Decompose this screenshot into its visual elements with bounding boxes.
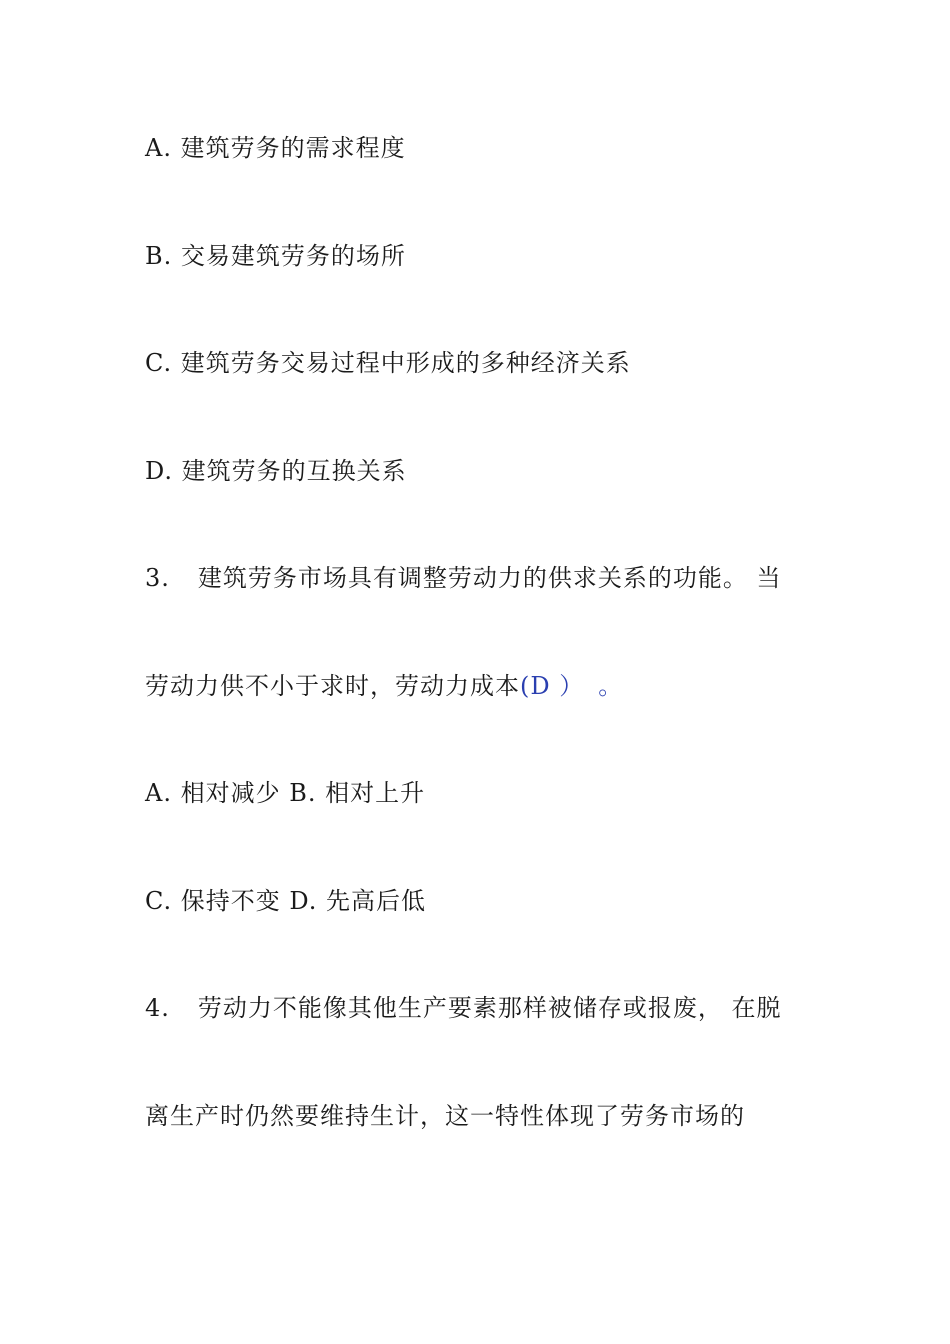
q2-option-c: C. 建筑劳务交易过程中形成的多种经济关系 (145, 349, 631, 377)
q3-answer: (D ） (520, 672, 585, 700)
q3-stem-line1 (145, 563, 782, 593)
q4-stem-line2: 离生产时仍然要维持生计，这一特性体现了劳务市场的 (145, 1102, 745, 1130)
q3-tail: 。 (598, 672, 624, 700)
q3-stem-line2 (145, 671, 623, 701)
q4-stem-text1: 劳动力不能像其他生产要素那样被储存或报废， 在脱 (197, 994, 782, 1022)
q3-options-line1: A. 相对减少 B. 相对上升 (145, 779, 426, 807)
q4-number: 4. (145, 994, 170, 1022)
q2-option-a: A. 建筑劳务的需求程度 (145, 134, 406, 162)
q3-number: 3. (145, 564, 170, 592)
q3-stem-text2: 劳动力供不小于求时，劳动力成本 (145, 672, 520, 700)
q4-stem-line1 (145, 993, 782, 1023)
q2-option-b: B. 交易建筑劳务的场所 (145, 242, 406, 270)
q3-options-line2: C. 保持不变 D. 先高后低 (145, 887, 427, 915)
q2-option-d: D. 建筑劳务的互换关系 (145, 457, 407, 485)
q3-stem-text1: 建筑劳务市场具有调整劳动力的供求关系的功能。 当 (197, 564, 782, 592)
